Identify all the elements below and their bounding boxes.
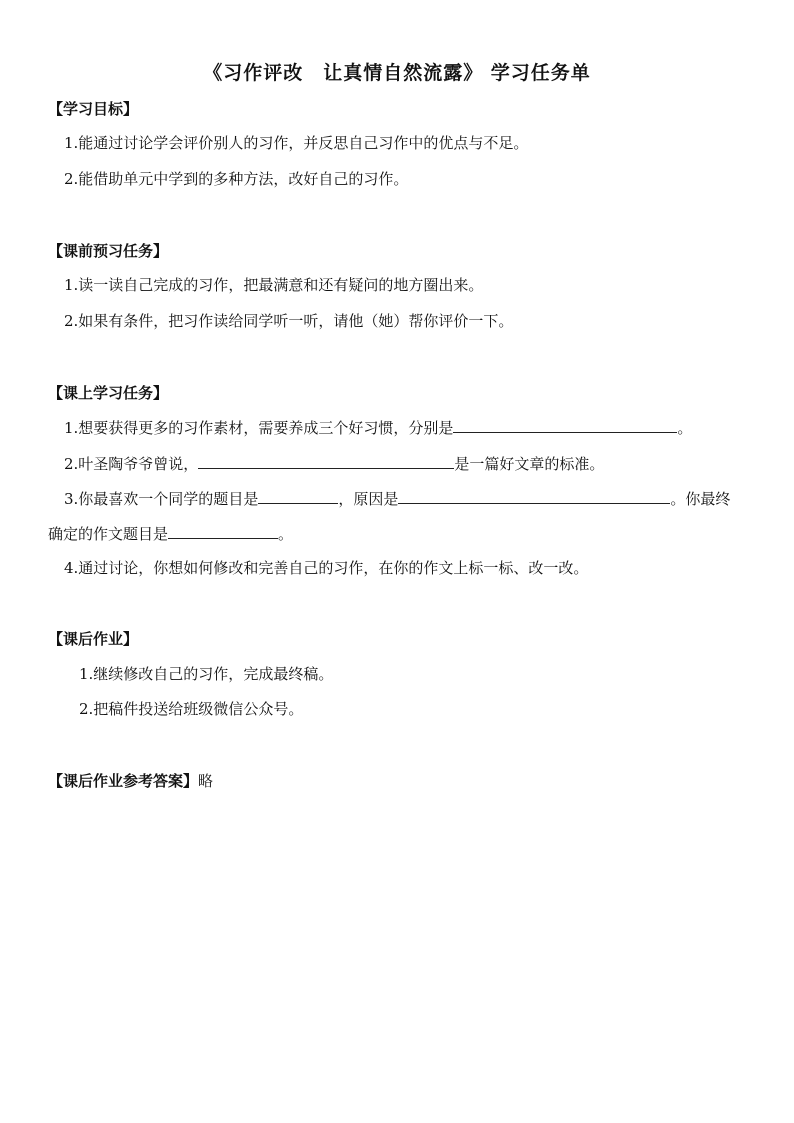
- homework-heading: 【课后作业】: [48, 630, 139, 648]
- class-item-3-mid: ，原因是: [338, 490, 399, 508]
- class-item-4: 4.通过讨论，你想如何修改和完善自己的习作，在你的作文上标一标、改一改。: [64, 559, 589, 577]
- homework-item-2: 2.把稿件投送给班级微信公众号。: [79, 700, 304, 718]
- class-item-3-prefix: 3.你最喜欢一个同学的题目是: [64, 490, 259, 508]
- goal-item-1: 1.能通过讨论学会评价别人的习作，并反思自己习作中的优点与不足。: [64, 134, 529, 152]
- final-title-blank[interactable]: [168, 522, 278, 539]
- standard-blank[interactable]: [198, 452, 454, 469]
- preview-heading: 【课前预习任务】: [48, 242, 169, 260]
- class-item-2-suffix: 是一篇好文章的标准。: [454, 455, 605, 473]
- homework-item-1: 1.继续修改自己的习作，完成最终稿。: [79, 665, 334, 683]
- class-item-1: [64, 416, 692, 438]
- answer-heading: [48, 770, 213, 791]
- class-item-3-line2-suffix: 。: [278, 525, 294, 543]
- favorite-title-blank[interactable]: [258, 487, 338, 504]
- class-item-2-prefix: 2.叶圣陶爷爷曾说，: [64, 455, 199, 473]
- class-item-1-suffix: 。: [677, 419, 693, 437]
- goal-item-2: 2.能借助单元中学到的多种方法，改好自己的习作。: [64, 170, 409, 188]
- reason-blank[interactable]: [398, 487, 670, 504]
- preview-item-2: 2.如果有条件，把习作读给同学听一听，请他（她）帮你评价一下。: [64, 312, 514, 330]
- preview-item-1: 1.读一读自己完成的习作，把最满意和还有疑问的地方圈出来。: [64, 276, 484, 294]
- page-title: 《习作评改 让真情自然流露》 学习任务单: [203, 62, 591, 84]
- class-heading: 【课上学习任务】: [48, 384, 169, 402]
- class-item-3: [64, 487, 730, 509]
- class-item-3-line2-prefix: 确定的作文题目是: [48, 525, 169, 543]
- answer-text: 略: [198, 772, 214, 790]
- class-item-1-prefix: 1.想要获得更多的习作素材，需要养成三个好习惯，分别是: [64, 419, 454, 437]
- goals-heading: 【学习目标】: [48, 100, 139, 118]
- class-item-2: [64, 452, 604, 474]
- habits-blank[interactable]: [453, 416, 677, 433]
- class-item-3-suffix: 。你最终: [670, 490, 731, 508]
- class-item-3-line-2: [48, 522, 293, 544]
- answer-heading-label: 【课后作业参考答案】: [48, 772, 199, 790]
